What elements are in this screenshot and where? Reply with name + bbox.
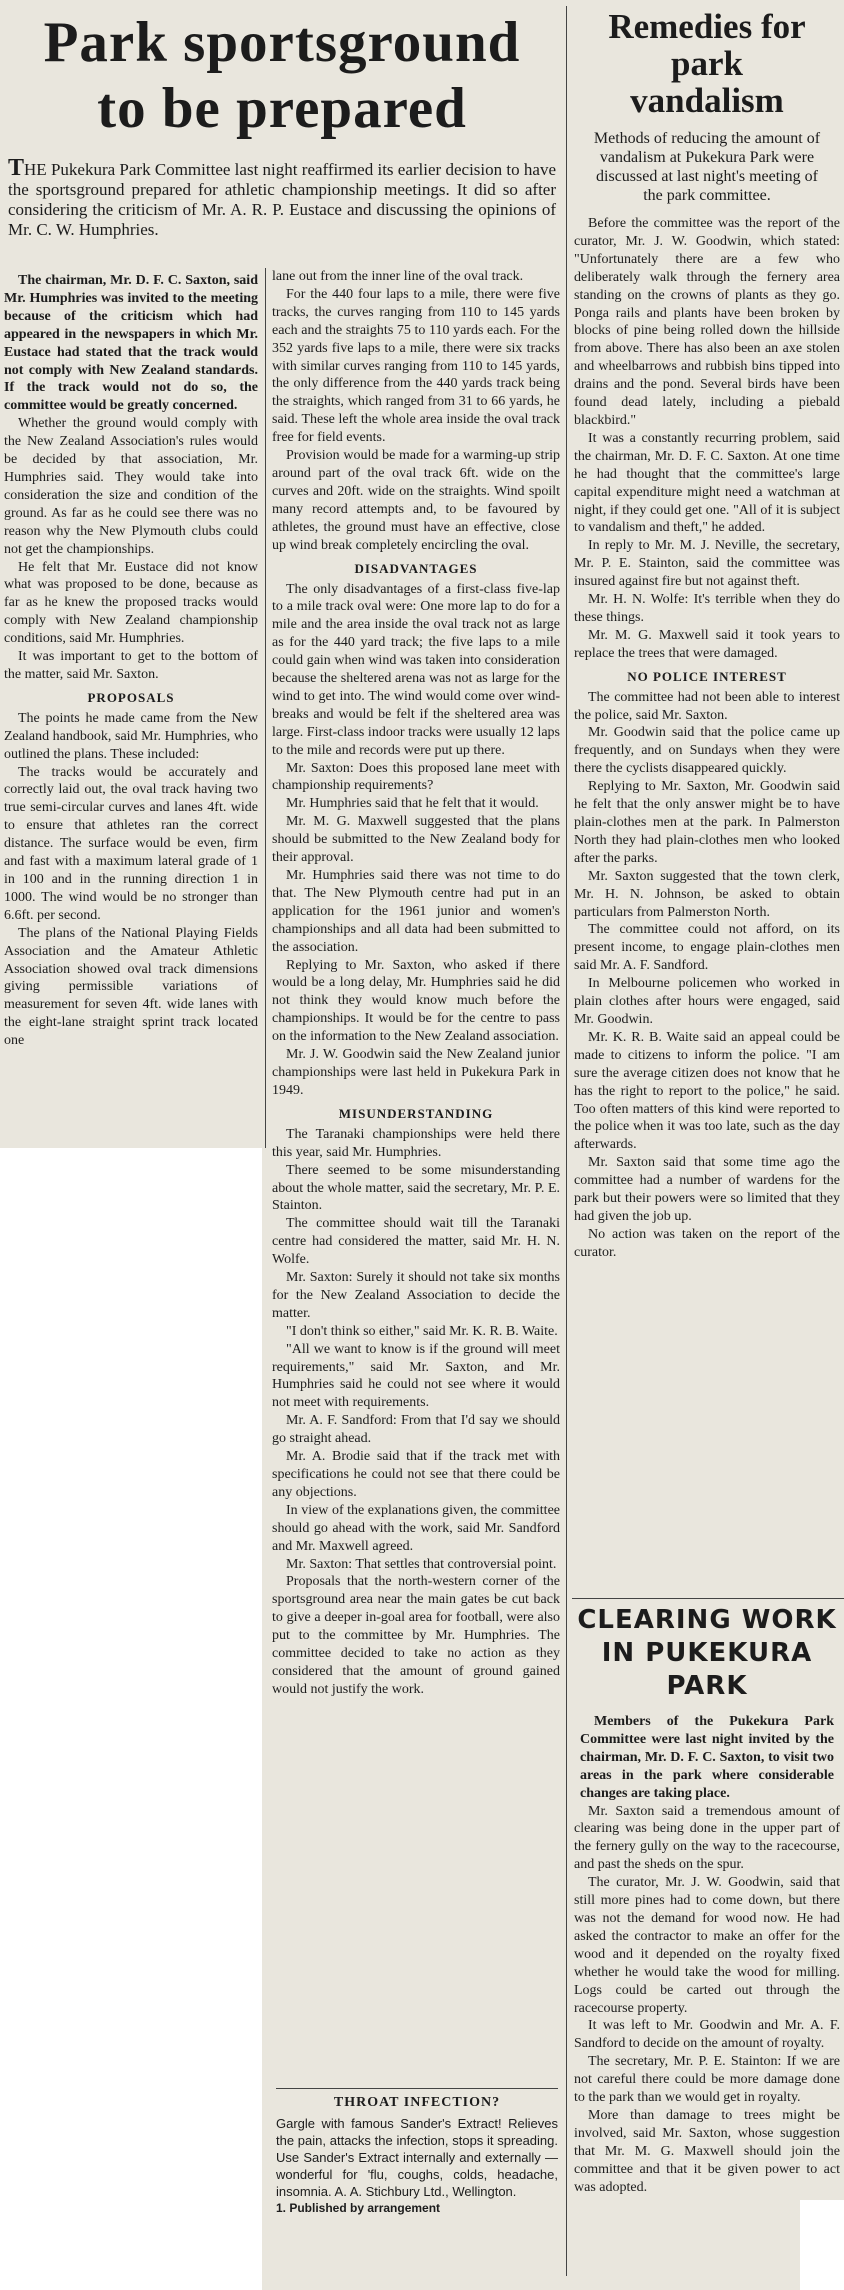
paragraph: Mr. A. F. Sandford: From that I'd say we should go straight ahead.: [272, 1413, 560, 1447]
article-clearing-body: [574, 1803, 840, 2197]
paragraph: Mr. Saxton said a tremendous amount of clearing was being done in the upper part of the fernery gully on the way to the racecourse, and past the sheds on the spur.: [574, 1803, 840, 1873]
article-lead: Members of the Pukekura Park Committee were last night invited by the chairman, Mr. D. F. C. Saxton, to visit two areas in the park where considerable changes are taking place.: [580, 1714, 834, 1801]
headline-line-1: Remedies for: [608, 7, 806, 46]
paragraph: Whether the ground would comply with the New Zealand Association's rules would be decided by that association, Mr. Humphries said. They would take into consideration the size and condition of the ground. As far as he could see there was no reason why the New Plymouth clubs could not get the championships.: [4, 416, 258, 557]
subheading: DISADVANTAGES: [354, 560, 478, 576]
paragraph: He felt that Mr. Eustace did not know what was proposed to be done, because as far as he knew the proposed tracks would comply with New Zealand championship conditions, said Mr. Humphries.: [4, 559, 258, 647]
paragraph: The Taranaki championships were held there this year, said Mr. Humphries.: [272, 1126, 560, 1160]
paragraph: In reply to Mr. M. J. Neville, the secretary, Mr. P. E. Stainton, said the committee was insured against fire but not against theft.: [574, 538, 840, 590]
blank-area-left: [0, 1148, 262, 2290]
headline-line-3: PARK: [666, 1671, 748, 1701]
paragraph: Mr. M. G. Maxwell suggested that the plans should be submitted to the New Zealand body for their approval.: [272, 814, 560, 866]
paragraph: Mr. Saxton: Surely it should not take six months for the New Zealand Association to decide the matter.: [272, 1270, 560, 1321]
paragraph: Mr. Saxton: That settles that controversial point.: [286, 1556, 557, 1572]
paragraph: In view of the explanations given, the committee should go ahead with the work, said Mr. Sandford and Mr. Maxwell agreed.: [272, 1502, 560, 1554]
advert-rule: [276, 2088, 558, 2089]
article-separator: [572, 1598, 844, 1599]
article-sportsground-header: [4, 10, 560, 240]
paragraph: The only disadvantages of a first-class five-lap to a mile track oval were: One more lap to do for a mile and the area inside the oval track not as large as for the 440 yard track; the five laps to a mile could gain when wind was taken into consideration because the sheltered arena was not as large for the wind to get into. The wind would come over wind-breaks and would be felt if the sheltered area was large. First-class indoor tracks were usually 12 laps to the mile and records were put up there.: [272, 581, 560, 758]
paragraph: Before the committee was the report of the curator, Mr. J. W. Goodwin, which stated: "Unfortunately there are a few who deliberately walk through the fernery area standing on the crowns of plants as they go. Ponga rails and plants have been broken by blocks of pine being rolled down the hillside from above. There has also been an axe stolen and wheelbarrows and rubbish bins tipped into drains and the pond. Several birds have been found dead lately, including a piebald blackbird.": [574, 216, 840, 428]
paragraph: Mr. Humphries said that he felt that it would.: [286, 796, 539, 812]
paragraph: The points he made came from the New Zealand handbook, said Mr. Humphries, who outlined the plans. These included:: [4, 710, 258, 762]
column-rule: [265, 268, 266, 1148]
paragraph: Proposals that the north-western corner of the sportsground area near the main gates be cut back to give a deeper in-goal area for football, were also put to the committee by Mr. Humphries. The committee decided to take no action as they considered that the amount of ground gained would not justify the work.: [272, 1574, 560, 1697]
headline-line-2: IN PUKEKURA: [601, 1638, 813, 1668]
paragraph: Replying to Mr. Saxton, Mr. Goodwin said he felt that the only answer might be to have plain-clothes men at the park. In Palmerston North they had plain-clothes men who looked after the parks.: [574, 779, 840, 866]
paragraph: There seemed to be some misunderstanding about the whole matter, said the secretary, Mr. P. E. Stainton.: [272, 1162, 560, 1214]
paragraph: The curator, Mr. J. W. Goodwin, said that still more pines had to come down, but there was not the demand for wood now. He had asked the contractor to make an offer for the wood and it depended on the royalty fixed whether he would take the wood for milling. Logs could be carted out through the racecourse property.: [574, 1875, 840, 2016]
headline-line-3: vandalism: [630, 81, 784, 120]
advert-heading: THROAT INFECTION?: [333, 2095, 501, 2110]
paragraph: For the 440 four laps to a mile, there were five tracks, the curves ranging from 110 to 145 yards each and the straights 75 to 110 yards each. For the 352 yards five laps to a mile, there were six tracks with similar curves ranging from 110 to 145 yards, the only difference from the 440 yards track being the straights, which ranged from 31 to 66 yards, he said. These left the whole area inside the oval track free for field events.: [272, 286, 560, 446]
subheading: NO POLICE INTEREST: [627, 668, 787, 684]
advert-footer-text: Published by arrangement: [289, 2201, 441, 2215]
paragraph: Mr. Saxton suggested that the town clerk, Mr. H. N. Johnson, be asked to obtain particulars from Palmerston North.: [574, 868, 840, 920]
article-vandalism-body: [574, 215, 840, 1262]
paragraph: The committee could not afford, on its present income, to engage plain-clothes men said Mr. A. F. Sandford.: [574, 922, 840, 974]
paragraph: Mr. Humphries said there was not time to do that. The New Plymouth centre had put in an application for the 1961 junior and women's championships and all data had been submitted to the association.: [272, 868, 560, 955]
headline-line-1: Park sportsground: [43, 11, 521, 74]
subheading: PROPOSALS: [87, 689, 175, 705]
blank-area-right: [800, 2200, 844, 2290]
article-sportsground-column-1: [4, 272, 258, 1050]
drop-cap: T: [8, 155, 25, 181]
paragraph: It was left to Mr. Goodwin and Mr. A. F. Sandford to decide on the amount of royalty.: [574, 2018, 840, 2052]
article-clearing-work: [574, 1604, 840, 2196]
paragraph: Mr. A. Brodie said that if the track met with specifications he could not see that there could be any objections.: [272, 1449, 560, 1500]
article-sportsground-column-2: [272, 268, 560, 1699]
paragraph: Replying to Mr. Saxton, who asked if there would be a long delay, Mr. Humphries said he did not think they would know much before the championships. It would be for the centre to pass on the information to the New Zealand association.: [272, 957, 560, 1045]
column-rule: [566, 6, 567, 2276]
paragraph: Mr. Saxton said that some time ago the committee had a number of wardens for the park but their powers were so limited that they had given the job up.: [574, 1155, 840, 1224]
paragraph: Mr. Goodwin said that the police came up frequently, and on Sundays when they were there the cyclists disappeared quickly.: [574, 725, 840, 777]
article-vandalism: [574, 8, 840, 1262]
advert-body: Gargle with famous Sander's Extract! Relieves the pain, attacks the infection, stops it spreading. Use Sander's Extract internally and externally — wonderful for 'flu, coughs, colds, headache, insomnia. A. A. Stichbury Ltd., Wellington.: [276, 2116, 558, 2199]
paragraph: Mr. Saxton: Does this proposed lane meet with championship requirements?: [272, 760, 560, 794]
subheading: MISUNDERSTANDING: [338, 1105, 494, 1121]
paragraph: The plans of the National Playing Fields Association and the Amateur Athletic Association showed oval track dimensions giving permissible variations of measurement for seven 4ft. wide lanes with the eight-lane straight sprint track located one: [4, 925, 258, 1049]
advert-throat-infection: [276, 2088, 558, 2216]
paragraph: "All we want to know is if the ground will meet requirements," said Mr. Saxton, and Mr. Humphries said he could not see where it would not meet with requirements.: [272, 1341, 560, 1411]
paragraph: The tracks would be accurately and correctly laid out, the oval track having two true semi-circular curves and lanes 4ft. wide to ensure that athletes ran the correct distance. The surface would be even, firm and fast with a maximum lateral grade of 1 in 100 and in the running direction 1 in 1000. The wind would be no stronger than 6.6ft. per second.: [4, 764, 258, 923]
paragraph: It was a constantly recurring problem, said the chairman, Mr. D. F. C. Saxton. At one time he had thought that the committee's large capital expenditure might need a watchman at night, if they could get one. "All of it is subject to vandalism and theft," he added.: [574, 430, 840, 536]
paragraph: It was important to get to the bottom of the matter, said Mr. Saxton.: [4, 649, 258, 682]
advert-footer: 1. Published by arrangement: [276, 2201, 441, 2215]
paragraph: More than damage to trees might be involved, said Mr. Saxton, whose suggestion that Mr. M. G. Maxwell should join the committee and that it be given power to act was adopted.: [574, 2107, 840, 2195]
intro-text: HE Pukekura Park Committee last night reaffirmed its earlier decision to have the sportsground prepared for athletic championship meetings. It did so after considering the criticism of Mr. A. R. P. Eustace and discussing the opinions of Mr. C. W. Humphries.: [8, 160, 556, 239]
paragraph: Provision would be made for a warming-up strip around part of the oval track 6ft. wide on the curves and 20ft. wide on the straights. Wind spoilt many record attempts and, to be favoured by athletes, the ground must have an effective, close up wind break completely encircling the oval.: [272, 448, 560, 553]
paragraph: The committee should wait till the Taranaki centre had considered the matter, said Mr. H. N. Wolfe.: [272, 1216, 560, 1268]
lead-paragraph: The chairman, Mr. D. F. C. Saxton, said Mr. Humphries was invited to the meeting because of the criticism which had appeared in the newspapers in which Mr. Eustace had stated that the track would not comply with New Zealand standards. If the track would not do so, the committee would be greatly concerned.: [4, 273, 258, 414]
paragraph: Mr. K. R. B. Waite said an appeal could be made to citizens to inform the police. "I am sure the average citizen does not know that he has the right to report to the police," he said. Too often matters of this kind were reported to the police when it was too late, such as the day afterwards.: [574, 1029, 840, 1153]
paragraph: In Melbourne policemen who worked in plain clothes after hours were engaged, said Mr. Goodwin.: [574, 976, 840, 1027]
headline-line-2: to be prepared: [97, 77, 467, 140]
paragraph: Mr. J. W. Goodwin said the New Zealand junior championships were last held in Pukekura Park in 1949.: [272, 1047, 560, 1098]
paragraph: "I don't think so either," said Mr. K. R. B. Waite.: [286, 1323, 558, 1339]
standfirst: Methods of reducing the amount of vandalism at Pukekura Park were discussed at last night's meeting of the park committee.: [593, 130, 821, 204]
paragraph: lane out from the inner line of the oval track.: [272, 269, 524, 284]
paragraph: The secretary, Mr. P. E. Stainton: If we are not careful there could be more damage done to the park than we would get in royalty.: [574, 2054, 840, 2106]
paragraph: The committee had not been able to interest the police, said Mr. Saxton.: [574, 689, 840, 723]
paragraph: No action was taken on the report of the curator.: [574, 1226, 840, 1260]
paragraph: Mr. H. N. Wolfe: It's terrible when they do these things.: [574, 592, 840, 625]
headline-line-2: park: [671, 44, 743, 83]
paragraph: Mr. M. G. Maxwell said it took years to replace the trees that were damaged.: [574, 627, 840, 661]
headline-line-1: CLEARING WORK: [577, 1605, 837, 1635]
article-intro: [4, 155, 560, 240]
